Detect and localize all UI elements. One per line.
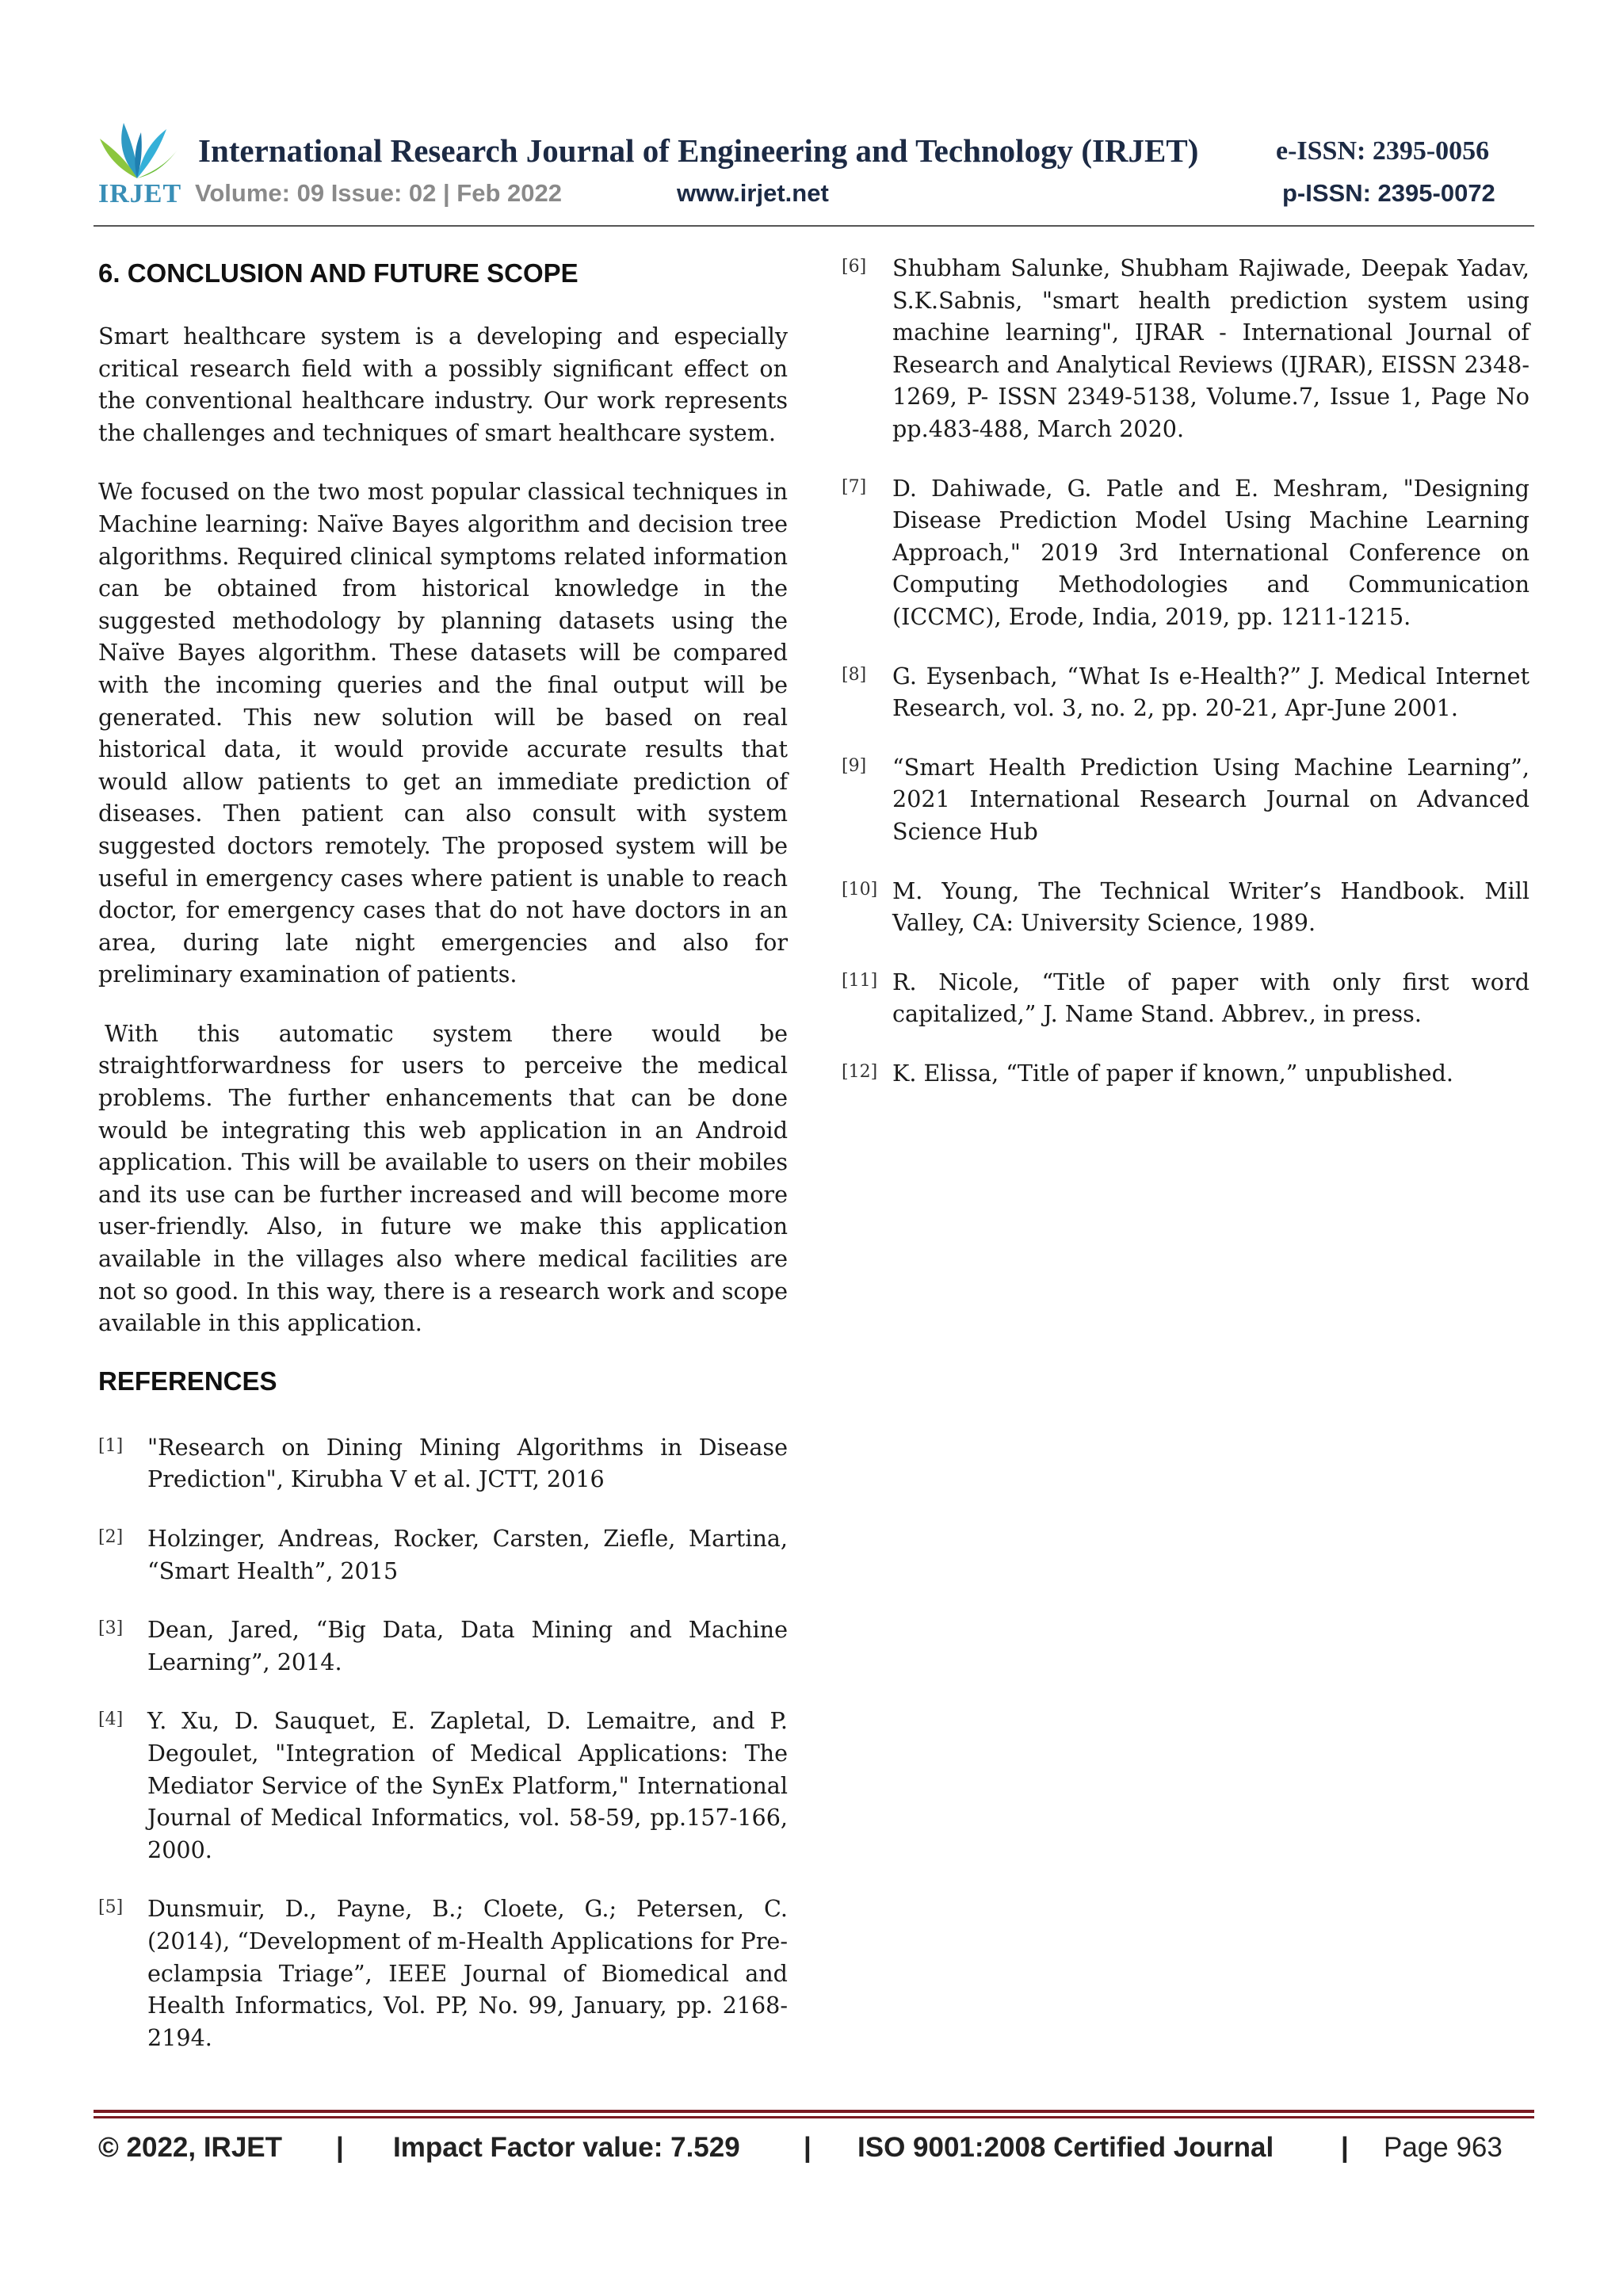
- reference-item: [842, 875, 1529, 939]
- reference-item: [842, 252, 1529, 445]
- header-divider: [94, 225, 1534, 227]
- reference-number: [2]: [98, 1527, 124, 1547]
- reference-number: [3]: [98, 1618, 124, 1639]
- reference-item: [98, 1705, 788, 1866]
- reference-item: [98, 1431, 788, 1496]
- reference-text: G. Eysenbach, “What Is e-Health?” J. Medical Internet Research, vol. 3, no. 2, pp. 20-21, Apr-June 2001.: [892, 662, 1529, 722]
- pissn: p-ISSN: 2395-0072: [1282, 179, 1495, 207]
- reference-number: [1]: [98, 1435, 124, 1456]
- reference-item: [98, 1522, 788, 1587]
- reference-item: [842, 966, 1529, 1030]
- conclusion-paragraph: We focused on the two most popular classical techniques in Machine learning: Naïve Bayes algorithm and decision tree algorithms. Required clinical symptoms related information can be obtained from historical knowledge in the suggested methodology by planning datasets using the Naïve Bayes algorithm. These datasets will be compared with the incoming queries and the final output will be generated. This new solution will be based on real historical data, it would provide accurate results that would allow patients to get an immediate prediction of diseases. Then patient can also consult with system suggested doctors remotely. The proposed system will be useful in emergency cases where patient is unable to reach doctor, for emergency cases that do not have doctors in an area, during late night emergencies and also for preliminary examination of patients.: [98, 478, 788, 988]
- footer-divider: [94, 2110, 1534, 2113]
- page-footer: [98, 2132, 1533, 2172]
- volume-issue: Volume: 09 Issue: 02 | Feb 2022: [195, 179, 562, 207]
- footer-separator: |: [336, 2132, 344, 2163]
- conclusion-paragraph: Smart healthcare system is a developing and especially critical research field with a possibly significant effect on the conventional healthcare industry. Our work represents the challenges and techniques of smart healthcare system.: [98, 323, 788, 446]
- reference-item: [98, 1614, 788, 1678]
- reference-text: D. Dahiwade, G. Patle and E. Meshram, "Designing Disease Prediction Model Using Machine Learning Approach," 2019 3rd International Conference on Computing Methodologies and Communication (ICCMC), Erode, India, 2019, pp. 1211-1215.: [892, 474, 1529, 630]
- reference-item: [98, 1893, 788, 2053]
- reference-number: [4]: [98, 1710, 124, 1730]
- website-link[interactable]: www.irjet.net: [677, 179, 829, 207]
- reference-number: [5]: [98, 1897, 124, 1918]
- reference-number: [8]: [842, 664, 867, 685]
- reference-text: “Smart Health Prediction Using Machine Learning”, 2021 International Research Journal on Advanced Science Hub: [892, 753, 1529, 845]
- reference-number: [6]: [842, 257, 867, 277]
- footer-separator: |: [804, 2132, 812, 2163]
- reference-item: [842, 1057, 1529, 1090]
- reference-text: K. Elissa, “Title of paper if known,” unpublished.: [892, 1059, 1453, 1087]
- page-header: [0, 0, 1623, 238]
- footer-divider: [94, 2116, 1534, 2118]
- reference-text: Shubham Salunke, Shubham Rajiwade, Deepak Yadav, S.K.Sabnis, "smart health prediction system using machine learning", IJRAR - International Journal of Research and Analytical Reviews (IJRAR), EISSN 2348-1269, P- ISSN 2349-5138, Volume.7, Issue 1, Page No pp.483-488, March 2020.: [892, 254, 1529, 442]
- reference-number: [7]: [842, 476, 867, 497]
- footer-iso-certification: ISO 9001:2008 Certified Journal: [857, 2132, 1274, 2163]
- journal-title: International Research Journal of Engineering and Technology (IRJET): [198, 132, 1199, 169]
- reference-number: [11]: [842, 970, 878, 991]
- footer-page-number: Page 963: [1384, 2132, 1503, 2163]
- footer-separator: |: [1341, 2132, 1349, 2163]
- reference-text: M. Young, The Technical Writer’s Handbook. Mill Valley, CA: University Science, 1989.: [892, 877, 1529, 937]
- reference-item: [842, 472, 1529, 633]
- reference-item: [842, 751, 1529, 848]
- right-column: [842, 252, 1529, 1116]
- logo-wordmark: IRJET: [98, 179, 182, 208]
- conclusion-heading: 6. CONCLUSION AND FUTURE SCOPE: [98, 258, 579, 288]
- reference-item: [842, 660, 1529, 724]
- reference-text: Holzinger, Andreas, Rocker, Carsten, Ziefle, Martina, “Smart Health”, 2015: [147, 1525, 788, 1584]
- reference-number: [12]: [842, 1061, 878, 1082]
- reference-text: Y. Xu, D. Sauquet, E. Zapletal, D. Lemaitre, and P. Degoulet, "Integration of Medical Applications: The Mediator Service of the SynEx Platform," International Journal of Medical Informatics, vol. 58-59, pp.157-166, 2000.: [147, 1707, 788, 1863]
- conclusion-paragraph: With this automatic system there would be straightforwardness for users to perceive the medical problems. The further enhancements that can be done would be integrating this web application in an Android application. This will be available to users on their mobiles and its use can be further increased and will become more user-friendly. Also, in future we make this application available in the villages also where medical facilities are not so good. In this way, there is a research work and scope available in this application.: [98, 1019, 788, 1337]
- reference-number: [10]: [842, 879, 878, 900]
- reference-text: "Research on Dining Mining Algorithms in Disease Prediction", Kirubha V et al. JCTT, 2016: [147, 1433, 788, 1493]
- footer-impact-factor: Impact Factor value: 7.529: [393, 2132, 740, 2163]
- left-column: [98, 252, 788, 2080]
- reference-number: [9]: [842, 755, 867, 776]
- reference-text: R. Nicole, “Title of paper with only first word capitalized,” J. Name Stand. Abbrev., in press.: [892, 968, 1529, 1028]
- reference-text: Dean, Jared, “Big Data, Data Mining and Machine Learning”, 2014.: [147, 1616, 788, 1675]
- footer-copyright: © 2022, IRJET: [98, 2132, 283, 2163]
- references-heading: REFERENCES: [98, 1366, 277, 1396]
- eissn: e-ISSN: 2395-0056: [1276, 136, 1490, 166]
- reference-text: Dunsmuir, D., Payne, B.; Cloete, G.; Petersen, C. (2014), “Development of m-Health Applications for Pre-eclampsia Triage”, IEEE Journal of Biomedical and Health Informatics, Vol. PP, No. 99, January, pp. 2168-2194.: [147, 1895, 788, 2051]
